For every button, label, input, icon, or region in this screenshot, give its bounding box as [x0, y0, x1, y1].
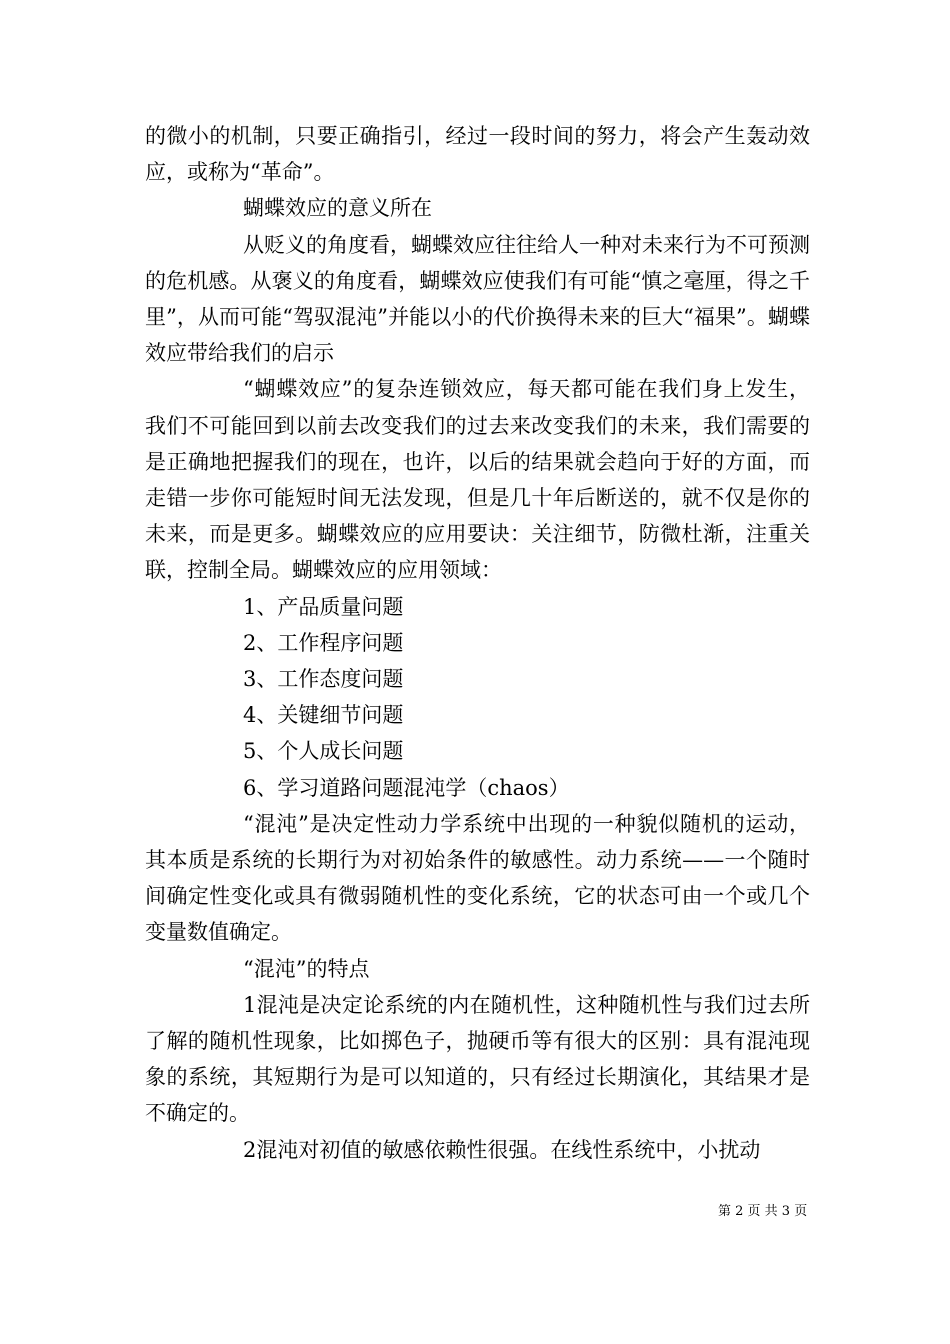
- paragraph: 从贬义的角度看，蝴蝶效应往往给人一种对未来行为不可预测的危机感。从褒义的角度看，蝴蝶效应使我们有可能“慎之毫厘，得之千里”，从而可能“驾驭混沌”并能以小的代价换得未来的巨大“福果”。蝴蝶效应带给我们的启示: [145, 232, 810, 366]
- list-item: 6、学习道路问题混沌学（chaos）: [243, 775, 570, 800]
- list-item: 5、个人成长问题: [243, 739, 404, 764]
- document-body: [145, 118, 810, 1168]
- paragraph: 的微小的机制，只要正确指引，经过一段时间的努力，将会产生轰动效应，或称为“革命”。: [145, 124, 810, 185]
- paragraph: “蝴蝶效应”的复杂连锁效应，每天都可能在我们身上发生，我们不可能回到以前去改变我们的过去来改变我们的未来，我们需要的是正确地把握我们的现在，也许，以后的结果就会趋向于好的方面，而走错一步你可能短时间无法发现，但是几十年后断送的，就不仅是你的未来，而是更多。蝴蝶效应的应用要诀：关注细节，防微杜渐，注重关联，控制全局。蝴蝶效应的应用领域：: [145, 377, 810, 583]
- list-item: 2、工作程序问题: [243, 630, 404, 655]
- paragraph: 1混沌是决定论系统的内在随机性，这种随机性与我们过去所了解的随机性现象，比如掷色子，抛硬币等有很大的区别：具有混沌现象的系统，其短期行为是可以知道的，只有经过长期演化，其结果才是不确定的。: [145, 992, 810, 1126]
- list-item: 4、关键细节问题: [243, 703, 404, 728]
- list-item: 3、工作态度问题: [243, 667, 404, 692]
- list-item: 1、产品质量问题: [243, 594, 404, 619]
- page-number-footer: 第 2 页 共 3 页: [718, 1204, 808, 1219]
- section-heading: 蝴蝶效应的意义所在: [243, 196, 432, 221]
- paragraph: 2混沌对初值的敏感依赖性很强。在线性系统中，小扰动: [243, 1137, 761, 1162]
- section-heading: “混沌”的特点: [243, 956, 370, 981]
- paragraph: “混沌”是决定性动力学系统中出现的一种貌似随机的运动，其本质是系统的长期行为对初始条件的敏感性。动力系统——一个随时间确定性变化或具有微弱随机性的变化系统，它的状态可由一个或几个变量数值确定。: [145, 811, 810, 945]
